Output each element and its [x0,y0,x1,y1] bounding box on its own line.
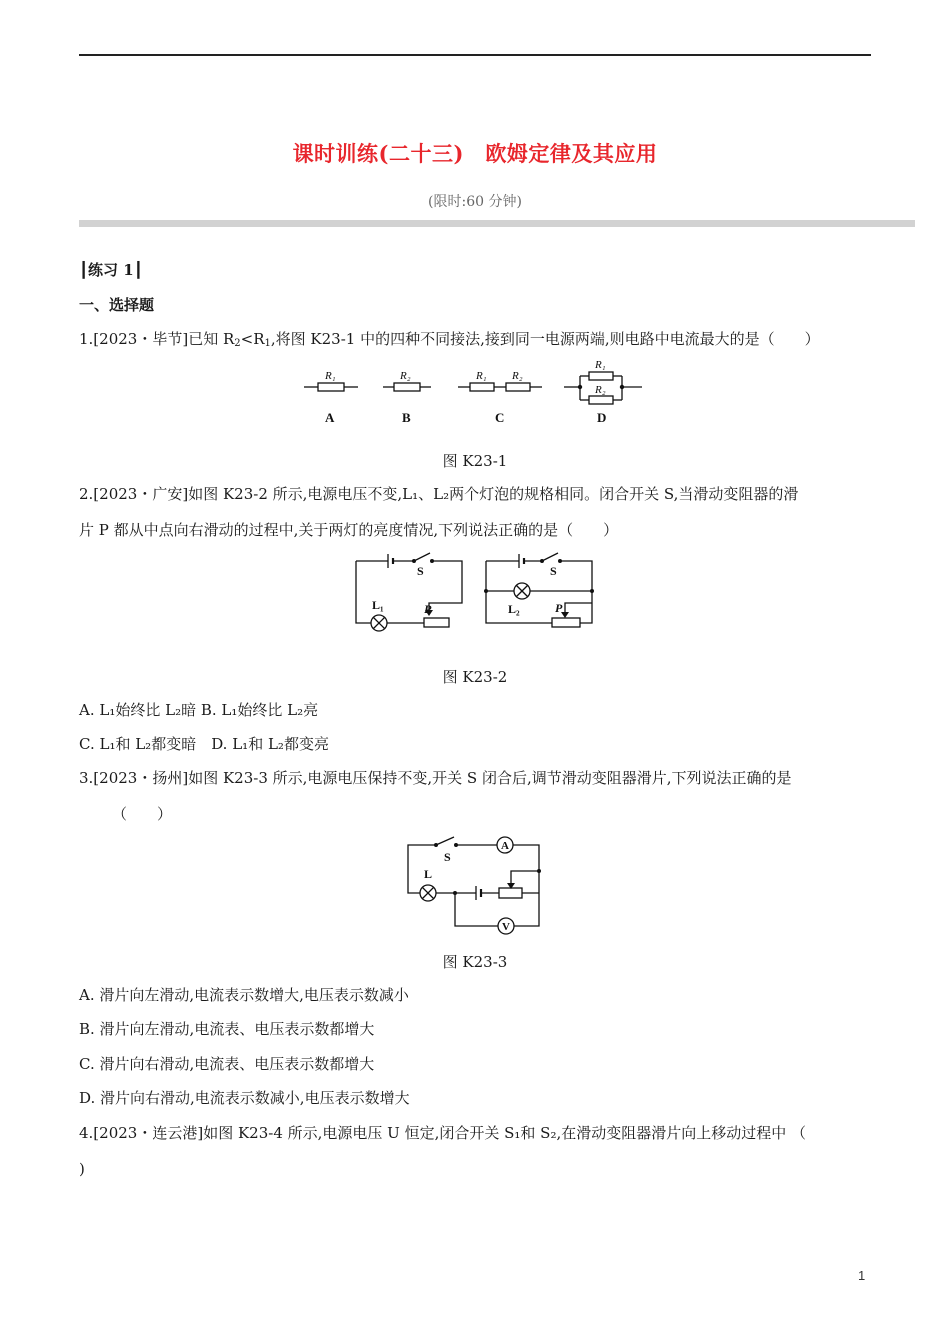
q1-rest: ,将图 K23-1 中的四种不同接法,接到同一电源两端,则电路中电流最大的是（ ） [270,330,820,348]
fig1-option-d: D [597,410,607,425]
page-title: 课时训练(二十三) 欧姆定律及其应用 [292,141,658,166]
top-rule [79,54,871,56]
q2-options-ab: A. L₁始终比 L₂暗 B. L₁始终比 L₂亮 [79,701,319,719]
practice-label: ┃练习 1┃ [79,261,143,279]
q1-sub-b: 1 [264,338,271,349]
question-1 [79,329,820,354]
q3-option-c: C. 滑片向右滑动,电流表、电压表示数都增大 [79,1055,375,1073]
fig3-ammeter-label: A [501,840,509,852]
fig2-label-l1: L₁ [372,598,384,612]
question-2-line-2: 片 P 都从中点向右滑动的过程中,关于两灯的亮度情况,下列说法正确的是（ ） [79,521,619,539]
q1-prefix: 1.[2023・毕节]已知 R [79,330,235,348]
question-3-line-2: （ ） [112,805,173,823]
question-3-line-1: 3.[2023・扬州]如图 K23-3 所示,电源电压保持不变,开关 S 闭合后,调节滑动变阻器滑片,下列说法正确的是 [79,769,792,787]
q3-option-d: D. 滑片向右滑动,电流表示数减小,电压表示数增大 [79,1089,410,1107]
figure-k23-2 [348,545,608,640]
q1-sub-a: 2 [234,338,241,349]
q1-mid: <R [240,330,265,348]
q2-options-cd: C. L₁和 L₂都变暗 D. L₁和 L₂都变亮 [79,735,329,753]
fig2-label-p-left: P [424,602,432,616]
fig1-label-r1-a: R₁ [325,370,336,382]
time-limit: (限时:60 分钟) [428,194,522,210]
fig1-label-r1-d: R₁ [595,359,606,371]
fig2-label-s-right: S [550,564,557,578]
fig2-label-p-right: P [555,601,563,615]
fig3-label-s: S [444,850,451,864]
fig1-label-r2-d: R₂ [595,384,606,396]
fig1-option-a: A [325,410,335,425]
fig3-label-l: L [424,867,433,881]
header-divider [79,220,915,227]
fig1-label-r1-c: R₁ [476,370,487,382]
fig2-label-s-left: S [417,564,424,578]
question-2-line-1: 2.[2023・广安]如图 K23-2 所示,电源电压不变,L₁、L₂两个灯泡的规格相同。闭合开关 S,当滑动变阻器的滑 [79,485,799,503]
fig1-label-r2-b: R₂ [400,370,411,382]
figure-k23-3 [400,830,550,935]
page-number: 1 [858,1268,866,1283]
question-4-line-1: 4.[2023・连云港]如图 K23-4 所示,电源电压 U 恒定,闭合开关 S₁和 S₂,在滑动变阻器滑片向上移动过程中 （ [79,1124,806,1142]
q3-option-a: A. 滑片向左滑动,电流表示数增大,电压表示数减小 [79,986,409,1004]
fig2-label-l2: L₂ [508,602,520,616]
figure-caption-k23-1: 图 K23-1 [442,452,508,470]
fig1-option-b: B [402,410,411,425]
q3-option-b: B. 滑片向左滑动,电流表、电压表示数都增大 [79,1020,375,1038]
figure-k23-1 [290,352,660,432]
fig3-voltmeter-label: V [502,921,510,933]
figure-caption-k23-3: 图 K23-3 [442,953,508,971]
question-4-line-2: ) [79,1160,85,1178]
fig1-label-r2-c: R₂ [512,370,523,382]
figure-caption-k23-2: 图 K23-2 [442,668,508,686]
fig1-option-c: C [495,410,505,425]
section-heading: 一、选择题 [79,296,155,314]
